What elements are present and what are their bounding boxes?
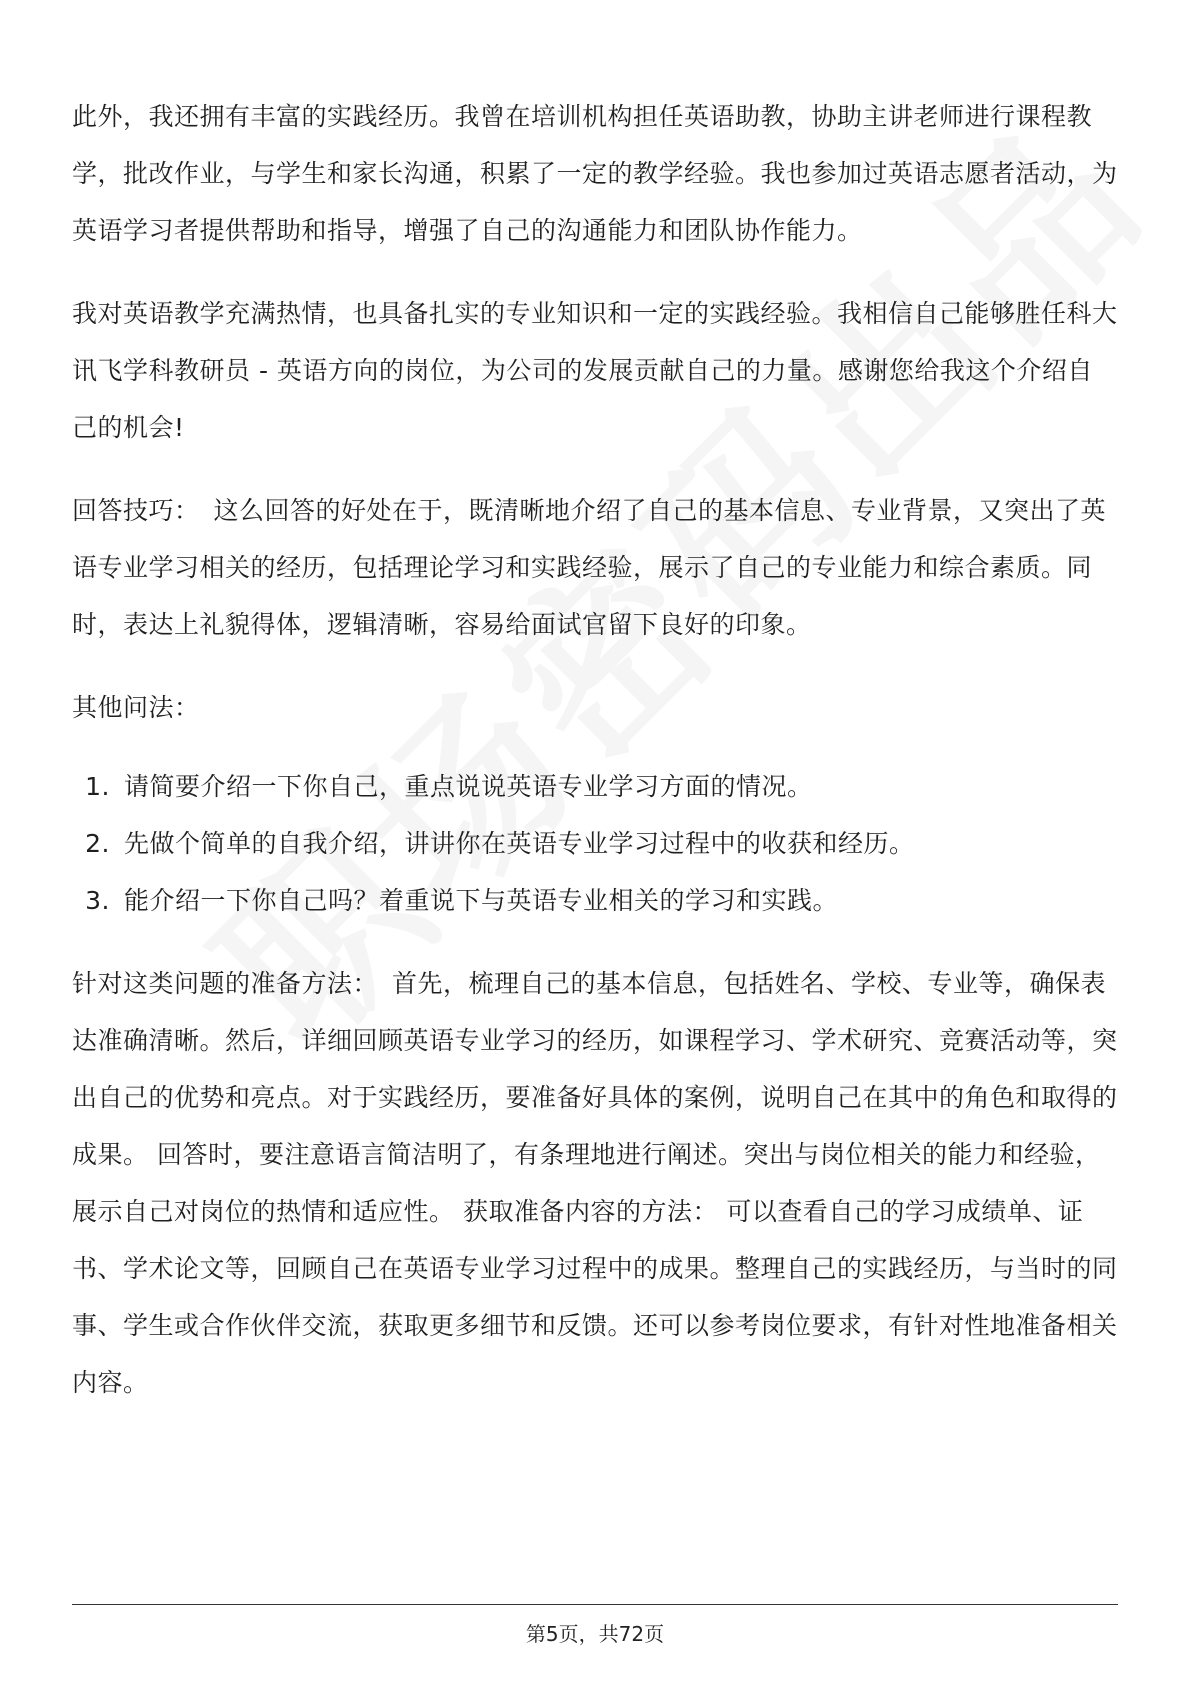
page-content: [72, 88, 1118, 1437]
list-item-text: 先做个简单的自我介绍，讲讲你在英语专业学习过程中的收获和经历。: [124, 829, 915, 858]
list-item-text: 能介绍一下你自己吗？着重说下与英语专业相关的学习和实践。: [124, 886, 839, 915]
answer-tips-label: 回答技巧：: [72, 496, 200, 525]
paragraph-closing: 我对英语教学充满热情，也具备扎实的专业知识和一定的实践经验。我相信自己能够胜任科大讯飞学科教研员 - 英语方向的岗位，为公司的发展贡献自己的力量。感谢您给我这个介绍自己的机会!: [72, 299, 1118, 442]
answer-tips-text: 这么回答的好处在于，既清晰地介绍了自己的基本信息、专业背景，又突出了英语专业学习相关的经历，包括理论学习和实践经验，展示了自己的专业能力和综合素质。同时，表达上礼貌得体，逻辑清晰，容易给面试官留下良好的印象。: [72, 496, 1107, 639]
list-item-number: 1.: [85, 772, 110, 801]
preparation-method-text: 首先，梳理自己的基本信息，包括姓名、学校、专业等，确保表达准确清晰。然后，详细回顾英语专业学习的经历，如课程学习、学术研究、竞赛活动等，突出自己的优势和亮点。对于实践经历，要准备好具体的案例，说明自己在其中的角色和取得的成果。 回答时，要注意语言简洁明了，有条理地进行阐述。突出与岗位相关的能力和经验，展示自己对岗位的热情和适应性。 获取准备内容的方法： 可以查看自己的学习成绩单、证书、学术论文等，回顾自己在英语专业学习过程中的成果。整理自己的实践经历，与当时的同事、学生或合作伙伴交流，获取更多细节和反馈。还可以参考岗位要求，有针对性地准备相关内容。: [72, 969, 1118, 1397]
preparation-method: [72, 955, 1118, 1411]
answer-tips: [72, 482, 1118, 653]
list-item: [72, 872, 1118, 929]
preparation-method-label: 针对这类问题的准备方法：: [72, 969, 379, 998]
page-number: 第5页，共72页: [525, 1622, 665, 1646]
list-item-number: 3.: [85, 886, 110, 915]
list-item-number: 2.: [85, 829, 110, 858]
list-item: [72, 758, 1118, 815]
other-questions-list: [72, 758, 1118, 929]
footer-divider: [72, 1604, 1118, 1605]
list-item-text: 请简要介绍一下你自己，重点说说英语专业学习方面的情况。: [124, 772, 813, 801]
other-questions-heading: 其他问法：: [72, 693, 200, 722]
paragraph-practice-experience: 此外，我还拥有丰富的实践经历。我曾在培训机构担任英语助教，协助主讲老师进行课程教学，批改作业，与学生和家长沟通，积累了一定的教学经验。我也参加过英语志愿者活动，为英语学习者提供帮助和指导，增强了自己的沟通能力和团队协作能力。: [72, 102, 1118, 245]
list-item: [72, 815, 1118, 872]
